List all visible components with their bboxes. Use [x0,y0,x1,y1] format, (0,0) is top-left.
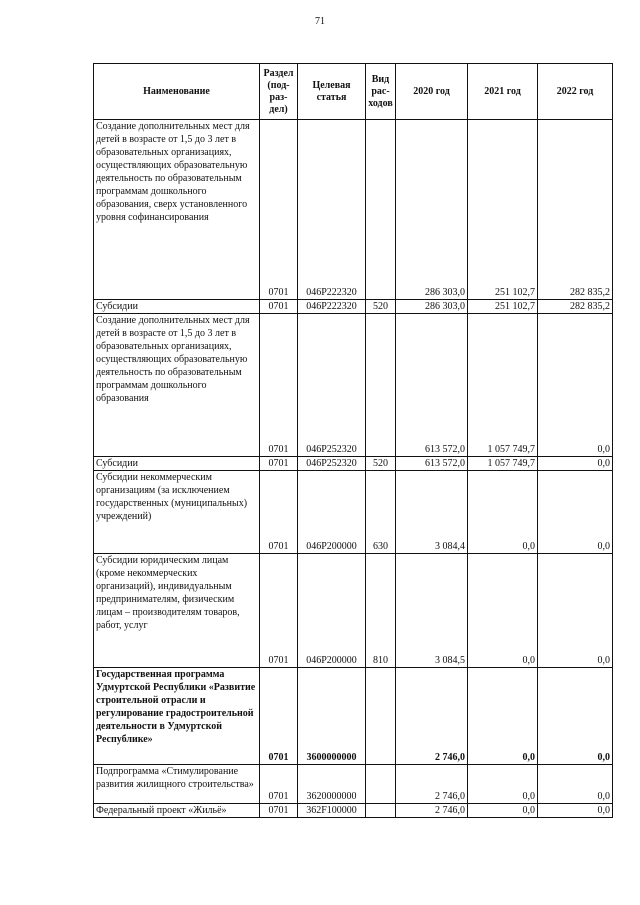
row-2022: 0,0 [538,668,613,765]
header-section: Раздел (под-раз-дел) [260,64,298,120]
table-header-row [94,64,613,120]
row-section: 0701 [260,300,298,314]
row-2021: 1 057 749,7 [468,314,538,457]
row-expense [366,804,396,818]
row-name: Федеральный проект «Жильё» [94,804,260,818]
row-2020: 613 572,0 [396,314,468,457]
row-2021: 1 057 749,7 [468,457,538,471]
row-name: Субсидии некоммерческим организациям (за исключением государственных (муниципальных) учреждений) [94,471,260,554]
row-target: 046P222320 [298,120,366,300]
row-target: 046P200000 [298,471,366,554]
table-row [94,471,613,554]
table-row [94,765,613,804]
row-2022: 0,0 [538,554,613,668]
row-name: Создание дополнительных мест для детей в возрасте от 1,5 до 3 лет в образовательных организациях, осуществляющих образовательную деятельность по образовательным программам дошкольного образования, сверх установленного уровня софинансирования [94,120,260,300]
table-row [94,804,613,818]
row-2020: 286 303,0 [396,120,468,300]
row-target: 362F100000 [298,804,366,818]
row-target: 046P252320 [298,457,366,471]
row-2020: 3 084,5 [396,554,468,668]
header-expense: Вид рас-ходов [366,64,396,120]
row-expense: 630 [366,471,396,554]
table-row [94,300,613,314]
row-section: 0701 [260,668,298,765]
row-expense: 810 [366,554,396,668]
row-expense [366,765,396,804]
row-2020: 2 746,0 [396,765,468,804]
row-name: Подпрограмма «Стимулирование развития жилищного строительства» [94,765,260,804]
row-2020: 613 572,0 [396,457,468,471]
header-2021: 2021 год [468,64,538,120]
row-section: 0701 [260,804,298,818]
row-name: Субсидии [94,457,260,471]
row-2021: 251 102,7 [468,300,538,314]
row-section: 0701 [260,471,298,554]
budget-table [93,63,613,818]
row-2020: 2 746,0 [396,668,468,765]
row-2022: 0,0 [538,804,613,818]
row-2021: 0,0 [468,804,538,818]
row-2022: 0,0 [538,314,613,457]
page-number: 71 [315,16,325,27]
row-2022: 0,0 [538,457,613,471]
row-section: 0701 [260,120,298,300]
header-target: Целевая статья [298,64,366,120]
row-2022: 282 835,2 [538,120,613,300]
row-2020: 3 084,4 [396,471,468,554]
row-expense [366,668,396,765]
row-2021: 0,0 [468,668,538,765]
row-expense: 520 [366,457,396,471]
row-target: 046P200000 [298,554,366,668]
row-section: 0701 [260,765,298,804]
row-2022: 0,0 [538,471,613,554]
row-section: 0701 [260,457,298,471]
row-expense [366,314,396,457]
row-target: 046P252320 [298,314,366,457]
row-target: 3620000000 [298,765,366,804]
row-2022: 282 835,2 [538,300,613,314]
row-name: Субсидии юридическим лицам (кроме некоммерческих организаций), индивидуальным предпринимателям, физическим лицам – производителям товаров, работ, услуг [94,554,260,668]
row-2020: 286 303,0 [396,300,468,314]
row-2021: 0,0 [468,554,538,668]
row-2022: 0,0 [538,765,613,804]
row-2021: 0,0 [468,765,538,804]
row-expense [366,120,396,300]
row-section: 0701 [260,314,298,457]
table-row [94,120,613,300]
table-row [94,554,613,668]
row-2021: 0,0 [468,471,538,554]
row-target: 046P222320 [298,300,366,314]
row-name: Государственная программа Удмуртской Республики «Развитие строительной отрасли и регулирование градостроительной деятельности в Удмуртской Республике» [94,668,260,765]
table-row [94,668,613,765]
row-2020: 2 746,0 [396,804,468,818]
row-name: Создание дополнительных мест для детей в возрасте от 1,5 до 3 лет в образовательных организациях, осуществляющих образовательную деятельность по образовательным программам дошкольного образования [94,314,260,457]
row-section: 0701 [260,554,298,668]
table-row [94,314,613,457]
header-2022: 2022 год [538,64,613,120]
row-name: Субсидии [94,300,260,314]
table-row [94,457,613,471]
header-name: Наименование [94,64,260,120]
row-expense: 520 [366,300,396,314]
row-2021: 251 102,7 [468,120,538,300]
header-2020: 2020 год [396,64,468,120]
row-target: 3600000000 [298,668,366,765]
